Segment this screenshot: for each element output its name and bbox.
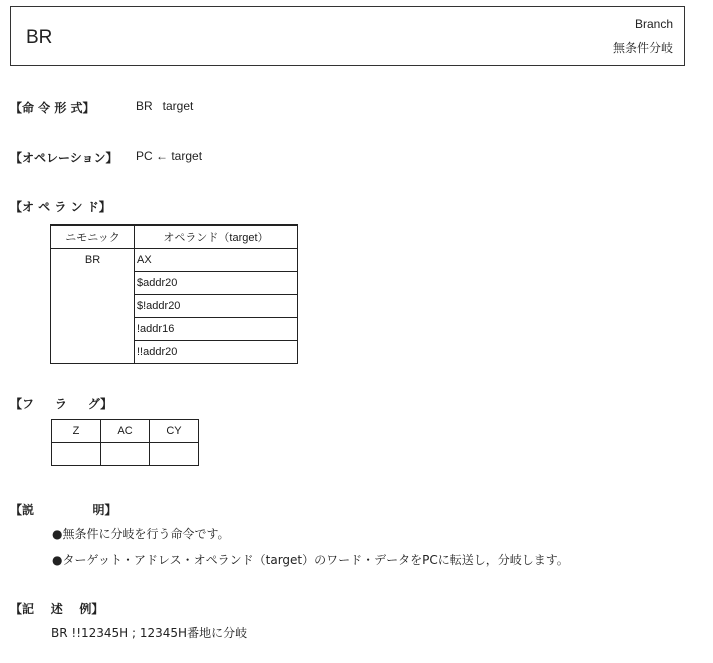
flags-heading: 【フ ラ グ】 [10, 397, 113, 411]
flag-value-ac [101, 443, 150, 466]
operation-value: PC ← target [136, 149, 203, 163]
operand-table-header-mnemonic: ニモニック [51, 225, 135, 248]
flag-header-ac: AC [101, 420, 150, 443]
instruction-header [10, 6, 685, 66]
operand-table-row: $addr20 [135, 271, 298, 294]
example-text: BR !!12345H ; 12345H番地に分岐 [51, 626, 248, 640]
flag-header-cy: CY [150, 420, 199, 443]
flag-value-cy [150, 443, 199, 466]
instruction-title-jp: 無条件分岐 [612, 41, 673, 55]
description-heading: 【説 明】 [10, 503, 117, 517]
description-line: ●無条件に分岐を行う命令です。 [52, 527, 230, 541]
flag-value-z [52, 443, 101, 466]
operand-table [50, 224, 298, 364]
operand-table-header-operand: オペランド（target） [135, 225, 298, 248]
operand-heading: 【オ ペ ラ ン ド】 [10, 200, 111, 214]
operand-table-row: !!addr20 [135, 340, 298, 363]
operand-table-row: $!addr20 [135, 294, 298, 317]
format-heading: 【命 令 形 式】 [10, 101, 95, 115]
instruction-mnemonic: BR [26, 27, 53, 48]
instruction-title-en: Branch [634, 17, 673, 31]
example-heading: 【記 述 例】 [10, 602, 104, 616]
operand-table-row: AX [135, 248, 298, 271]
flag-header-z: Z [52, 420, 101, 443]
operation-heading: 【オペレーション】 [10, 151, 118, 165]
flag-table [51, 419, 199, 466]
format-value: BR target [136, 99, 194, 113]
operand-table-mnemonic-cell: BR [51, 248, 135, 363]
description-line: ●ターゲット・アドレス・オペランド（target）のワード・データをPCに転送し，分岐します。 [52, 553, 569, 567]
operand-table-row: !addr16 [135, 317, 298, 340]
